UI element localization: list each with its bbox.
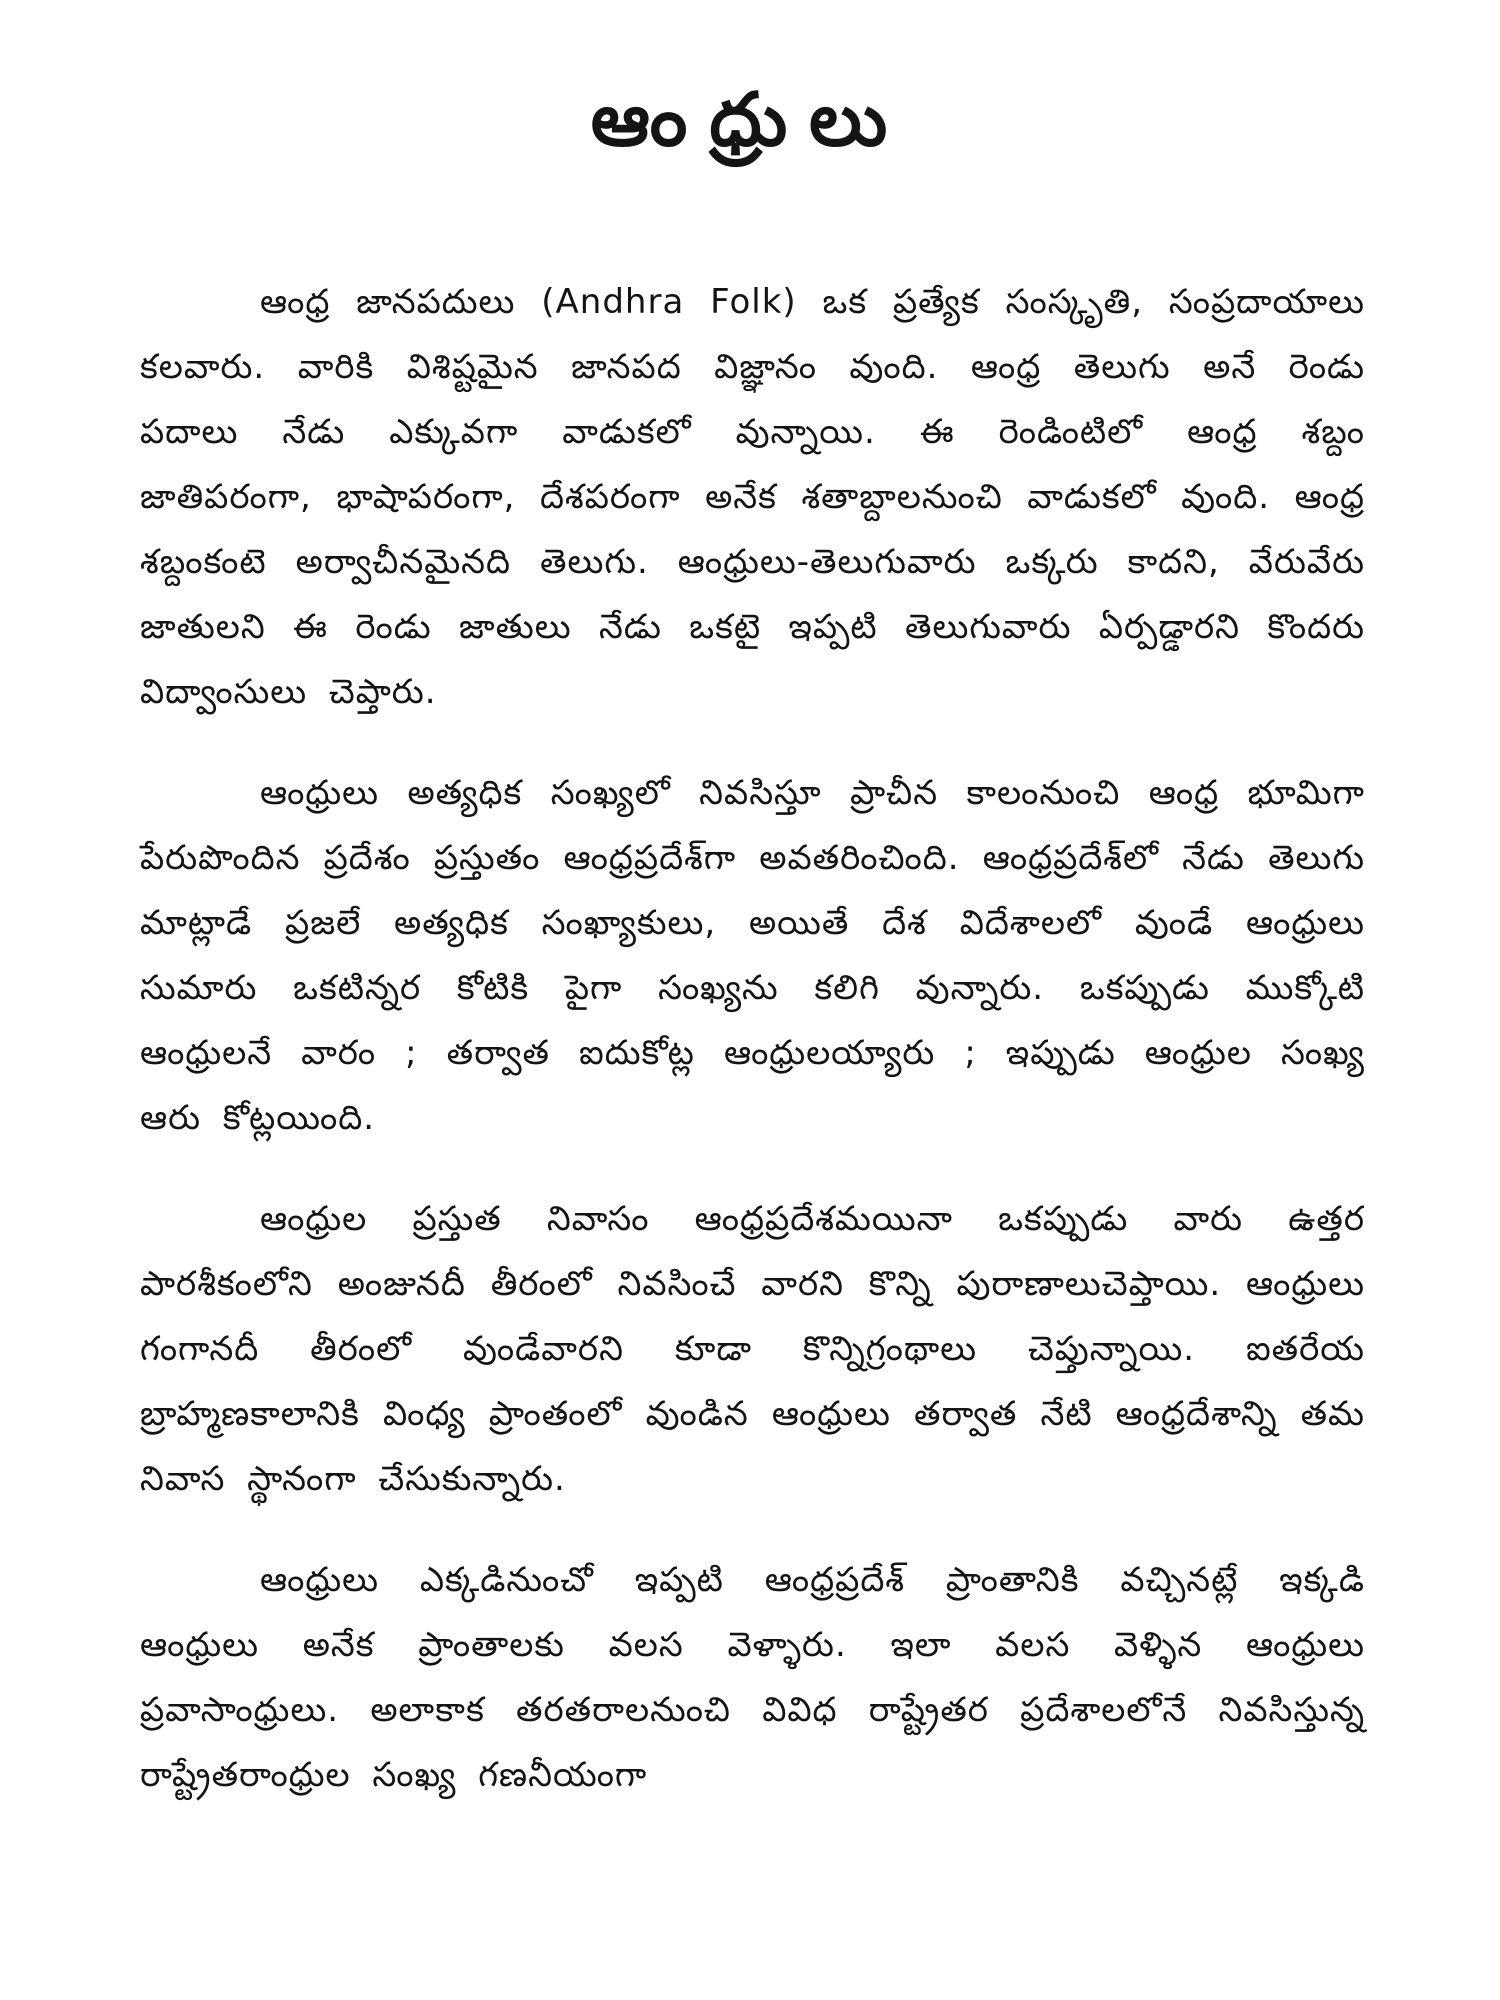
paragraph-1: ఆంధ్ర జానపదులు (Andhra Folk) ఒక ప్రత్యేక సంస్కృతి, సంప్రదాయాలు కలవారు. వారికి విశిష్టమైన జానపద విజ్ఞానం వుంది. ఆంధ్ర తెలుగు అనే రెండు పదాలు నేడు ఎక్కువగా వాడుకలో వున్నాయి. ఈ రెండింటిలో ఆంధ్ర శబ్దం జాతిపరంగా, భాషాపరంగా, దేశపరంగా అనేక శతాబ్దాలనుంచి వాడుకలో వుంది. ఆంధ్ర శబ్దంకంటె అర్వాచీనమైనది తెలుగు. ఆంధ్రులు-తెలుగువారు ఒక్కరు కాదని, వేరువేరు జాతులని ఈ రెండు జాతులు నేడు ఒకటై ఇప్పటి తెలుగువారు ఏర్పడ్డారని కొందరు విద్వాంసులు చెప్తారు. xyxy=(140,282,1365,712)
body-text xyxy=(140,270,1365,1844)
paragraph-4: ఆంధ్రులు ఎక్కడినుంచో ఇప్పటి ఆంధ్రప్రదేశ్ ప్రాంతానికి వచ్చినట్లే ఇక్కడి ఆంధ్రులు అనేక ప్రాంతాలకు వలస వెళ్ళారు. ఇలా వలస వెళ్ళిన ఆంధ్రులు ప్రవాసాంధ్రులు. అలాకాక తరతరాలనుంచి వివిధ రాష్ట్రేతర ప్రదేశాలలోనే నివసిస్తున్న రాష్ట్రేతరాంధ్రుల సంఖ్య గణనీయంగా xyxy=(140,1560,1365,1795)
paragraph-2: ఆంధ్రులు అత్యధిక సంఖ్యలో నివసిస్తూ ప్రాచీన కాలంనుంచి ఆంధ్ర భూమిగా పేరుపొందిన ప్రదేశం ప్రస్తుతం ఆంధ్రప్రదేశ్‌గా అవతరించింది. ఆంధ్రప్రదేశ్‌లో నేడు తెలుగు మాట్లాడే ప్రజలే అత్యధిక సంఖ్యాకులు, అయితే దేశ విదేశాలలో వుండే ఆంధ్రులు సుమారు ఒకటిన్నర కోటికి పైగా సంఖ్యను కలిగి వున్నారు. ఒకప్పుడు ముక్కోటి ఆంధ్రులనే వారం ; తర్వాత ఐదుకోట్ల ఆంధ్రులయ్యారు ; ఇప్పుడు ఆంధ్రుల సంఖ్య ఆరు కోట్లయింది. xyxy=(140,773,1365,1138)
page-title: ఆంధ్రులు xyxy=(590,77,910,163)
paragraph-3: ఆంధ్రుల ప్రస్తుత నివాసం ఆంధ్రప్రదేశమయినా ఒకప్పుడు వారు ఉత్తర పారశీకంలోని అంజునదీ తీరంలో నివసించే వారని కొన్ని పురాణాలుచెప్తాయి. ఆంధ్రులు గంగానదీ తీరంలో వుండేవారని కూడా కొన్నిగ్రంథాలు చెప్తున్నాయి. ఐతరేయ బ్రాహ్మణకాలానికి వింధ్య ప్రాంతంలో వుండిన ఆంధ్రులు తర్వాత నేటి ఆంధ్రదేశాన్ని తమ నివాస స్థానంగా చేసుకున్నారు. xyxy=(140,1199,1365,1499)
